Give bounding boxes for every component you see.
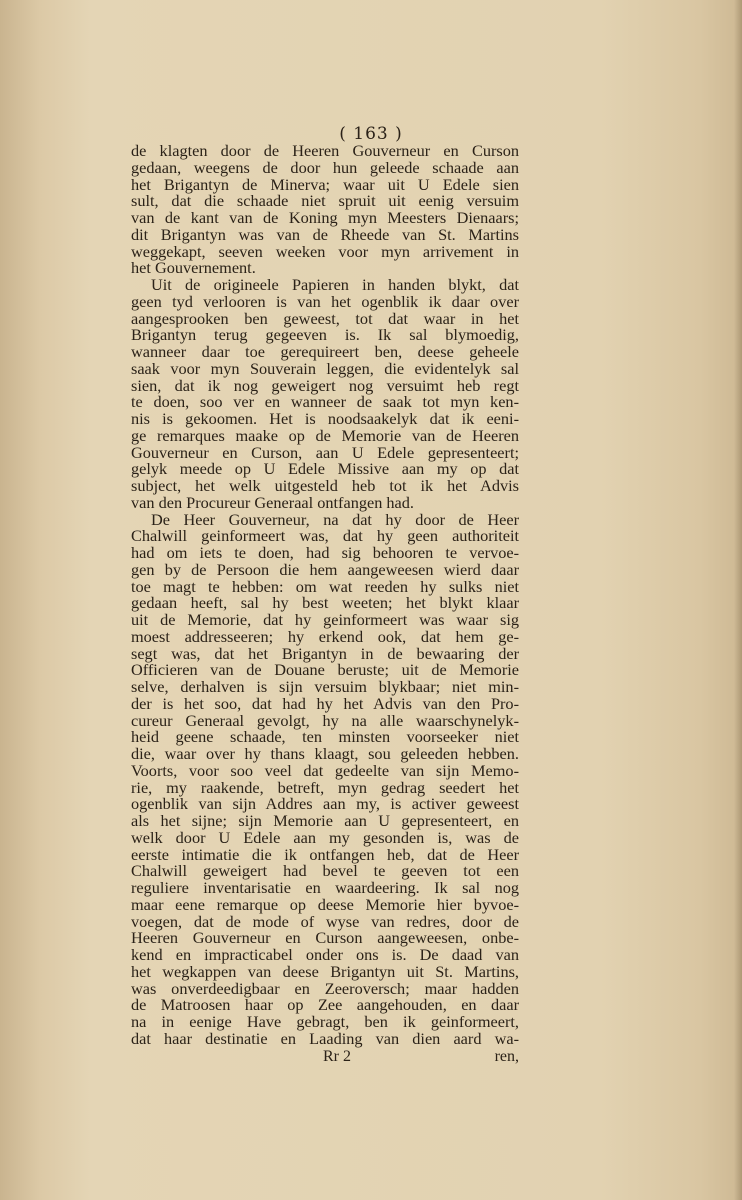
text-line: gelyk meede op U Edele Missive aan my op dat (131, 459, 519, 479)
text-line: na in eenige Have gebragt, ben ik geinformeert, (131, 1012, 519, 1031)
text-line: maar eene remarque op deese Memorie hier byvoe- (131, 894, 519, 914)
text-line: toe magt te hebben: om wat reeden hy sulks niet (131, 576, 519, 596)
text-line: weggekapt, seeven weeken voor myn arrivement in (131, 241, 519, 261)
text-line: moest addresseeren; hy erkend ook, dat hem ge- (131, 626, 519, 646)
text-line: van de kant van de Koning myn Meesters Dienaars; (131, 208, 519, 227)
text-line: sult, dat die schaade niet spruit uit eenig versuim (131, 191, 519, 211)
text-line: eerste intimatie die ik ontfangen heb, dat de Heer (131, 844, 519, 864)
text-line: Voorts, voor soo veel dat gedeelte van sijn Memo- (131, 760, 519, 780)
text-line: segt was, dat het Brigantyn in de bewaaring der (131, 643, 519, 663)
text-line: Gouverneur en Curson, aan U Edele gepresenteert; (131, 442, 519, 462)
text-line: saak voor myn Souverain leggen, die evidentelyk sal (131, 358, 519, 378)
text-line: nis is gekoomen. Het is noodsaakelyk dat ik eeni- (131, 409, 519, 428)
text-line: welk door U Edele aan my gesonden is, was de (131, 827, 519, 847)
text-line: Uit de origineele Papieren in handen blykt, dat (151, 275, 519, 294)
text-line: der is het soo, dat had hy het Advis van den Pro- (131, 693, 519, 713)
text-line: geen tyd verlooren is van het ogenblik ik daar over (131, 291, 519, 311)
page-footer (131, 1048, 519, 1068)
text-line: het Gouvernement. (131, 258, 256, 278)
text-line: cureur Generaal gevolgt, hy na alle waarschynelyk- (131, 710, 519, 730)
text-line: ogenblik van sijn Addres aan my, is activer geweest (131, 794, 519, 814)
page-edge-shadow (734, 0, 742, 1200)
page-number-header: ( 163 ) (339, 124, 403, 144)
text-line: het wegkappen van deese Brigantyn uit St. Martins, (131, 961, 519, 981)
text-line: Heeren Gouverneur en Curson aangeweesen, onbe- (131, 928, 519, 948)
text-line: ge remarques maake op de Memorie van de Heeren (131, 425, 519, 445)
text-line: rie, my raakende, betreft, myn gedrag seedert het (131, 777, 519, 797)
bleed-through-text (0, 100, 120, 820)
text-line: gedaan heeft, sal hy best weeten; het blykt klaar (131, 593, 519, 613)
text-line: de klagten door de Heeren Gouverneur en Curson (131, 141, 519, 160)
signature-mark: Rr 2 (323, 1048, 351, 1065)
text-line: Chalwill geinformeert was, dat hy geen authoriteit (131, 526, 519, 546)
text-line: gedaan, weegens de door hun geleede schaade aan (131, 157, 519, 177)
text-line: kend en impracticabel onder ons is. De daad van (131, 945, 519, 964)
text-line: voegen, dat de mode of wyse van redres, door de (131, 911, 519, 931)
text-line: sien, dat ik nog geweigert nog versuimt heb regt (131, 375, 519, 395)
text-line: Chalwill geweigert had bevel te geeven tot een (131, 861, 519, 881)
catchword: ren, (494, 1048, 519, 1065)
text-line: de Matroosen haar op Zee aangehouden, en daar (131, 995, 519, 1015)
text-line: aangesprooken ben geweest, tot dat waar in het (131, 308, 519, 328)
text-line: te doen, soo ver en wanneer de saak tot myn ken- (131, 392, 519, 412)
text-line: dit Brigantyn was van de Rheede van St. Martins (131, 224, 519, 244)
text-line: het Brigantyn de Minerva; waar uit U Edele sien (131, 174, 519, 194)
text-line: selve, derhalven is sijn versuim blykbaar; niet min- (131, 677, 519, 696)
text-line: wanneer daar toe gerequireert ben, deese geheele (131, 342, 519, 361)
text-line: had om iets te doen, had sig behooren te vervoe- (131, 543, 519, 562)
text-line: gen by de Persoon die hem aangeweesen wierd daar (131, 559, 519, 579)
text-line: was onverdeedigbaar en Zeeroversch; maar hadden (131, 978, 519, 998)
text-line: als het sijne; sijn Memorie aan U gepresenteert, en (131, 811, 519, 830)
text-line: De Heer Gouverneur, na dat hy door de Heer (151, 509, 519, 529)
text-line: uit de Memorie, dat hy geinformeert was waar sig (131, 610, 519, 629)
text-line: die, waar over hy thans klaagt, sou geleeden hebben. (131, 744, 519, 763)
text-line: dat haar destinatie en Laading van dien aard wa- (131, 1028, 519, 1048)
text-line: heid geene schaade, ten minsten voorseeker niet (131, 727, 519, 747)
text-line: subject, het welk uitgesteld heb tot ik het Advis (131, 476, 519, 495)
text-line: Brigantyn terug gegeeven is. Ik sal blymoedig, (131, 325, 519, 345)
text-line: reguliere inventarisatie en waardeering. Ik sal nog (131, 878, 519, 897)
text-line: van den Procureur Generaal ontfangen had. (131, 492, 414, 512)
text-line: Officieren van de Douane beruste; uit de Memorie (131, 660, 519, 680)
body-text (131, 143, 519, 1048)
